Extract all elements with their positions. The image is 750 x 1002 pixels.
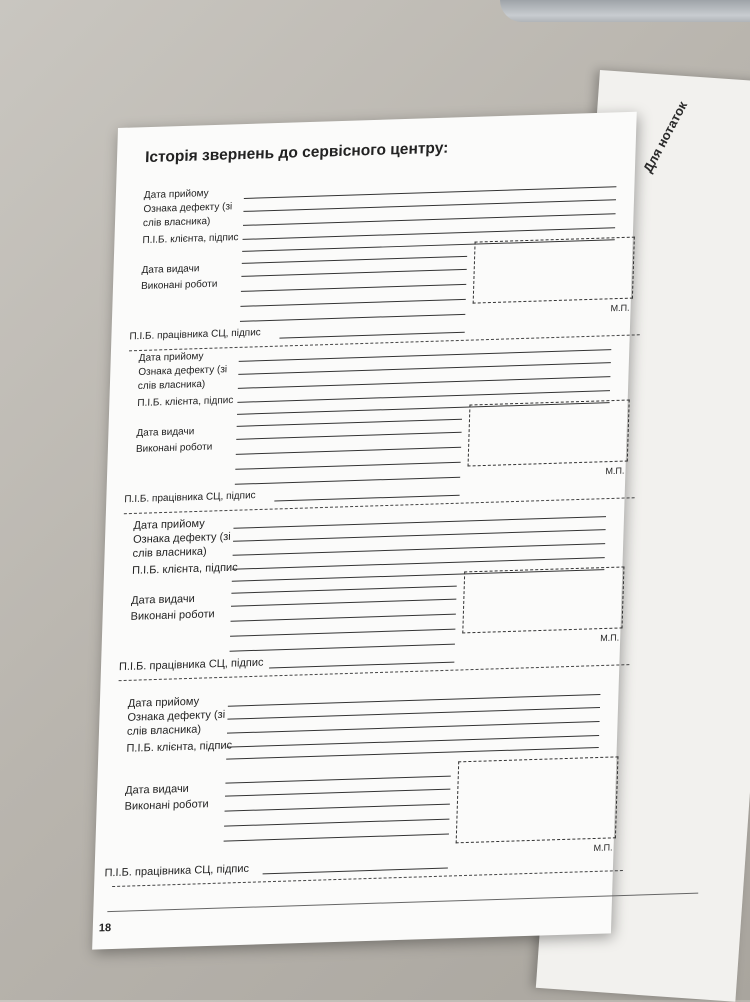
works-done-label: Виконані роботи [140, 278, 218, 293]
right-page-title: Для нотаток [640, 98, 691, 176]
employee-signature-label: П.І.Б. працівника СЦ, підпис [104, 862, 250, 880]
issue-date-label: Дата видачи [141, 263, 200, 277]
issue-line [230, 644, 455, 652]
stamp-box [462, 566, 624, 633]
receipt-date-label: Дата прийому [127, 695, 200, 710]
employee-signature-label: П.І.Б. працівника СЦ, підпис [118, 656, 264, 674]
issue-line [241, 269, 466, 277]
issue-line [225, 804, 450, 812]
defect-label: Ознака дефекту (зі [138, 364, 228, 378]
stamp-label: М.П. [610, 302, 630, 314]
receipt-line [243, 199, 616, 212]
issue-line [236, 432, 461, 440]
defect-label-cont: слів власника) [142, 215, 211, 230]
defect-label-cont: слів власника) [126, 723, 202, 738]
issue-date-label: Дата видачи [130, 592, 195, 607]
issue-line [235, 462, 460, 470]
receipt-line [238, 362, 611, 375]
issue-line [231, 614, 456, 622]
issue-line [236, 447, 461, 455]
receipt-line [228, 694, 601, 707]
employee-line [274, 495, 459, 502]
receipt-date-label: Дата прийому [143, 188, 209, 202]
defect-label: Ознака дефекту (зі [127, 708, 226, 724]
defect-label: Ознака дефекту (зі [143, 201, 233, 216]
client-signature-label: П.І.Б. клієнта, підпис [142, 232, 239, 247]
issue-line [224, 834, 449, 842]
issue-line [240, 314, 465, 322]
receipt-line [238, 376, 611, 389]
booklet-page [92, 112, 637, 950]
employee-line [279, 332, 464, 339]
receipt-line [244, 186, 617, 199]
receipt-line [233, 529, 606, 542]
works-done-label: Виконані роботи [124, 798, 209, 813]
laptop-edge [500, 0, 750, 22]
receipt-line [227, 735, 600, 748]
receipt-line [233, 516, 606, 529]
stamp-label: М.П. [600, 632, 620, 644]
issue-line [224, 819, 449, 827]
issue-line [231, 586, 456, 594]
receipt-line [227, 721, 600, 734]
receipt-date-label: Дата прийому [138, 350, 204, 365]
employee-signature-label: П.І.Б. працівника СЦ, підпис [124, 490, 256, 506]
stamp-label: М.П. [605, 465, 625, 477]
receipt-date-label: Дата прийому [133, 517, 205, 532]
works-done-label: Виконані роботи [130, 608, 215, 623]
client-signature-label: П.І.Б. клієнта, підпис [131, 561, 238, 577]
issue-line [237, 419, 462, 427]
issue-line [225, 776, 450, 784]
issue-line [231, 599, 456, 607]
stamp-box [456, 756, 619, 843]
defect-label-cont: слів власника) [132, 545, 207, 560]
issue-line [235, 477, 460, 485]
receipt-line [243, 213, 616, 226]
page-number: 18 [98, 922, 112, 935]
page-content [92, 112, 637, 950]
defect-label-cont: слів власника) [137, 378, 206, 392]
employee-line [263, 868, 448, 875]
stamp-box [473, 237, 635, 304]
receipt-line [233, 543, 606, 556]
client-signature-label: П.І.Б. клієнта, підпис [126, 739, 233, 755]
issue-line [240, 299, 465, 307]
works-done-label: Виконані роботи [135, 441, 213, 455]
client-signature-label: П.І.Б. клієнта, підпис [137, 394, 234, 409]
receipt-line [227, 707, 600, 720]
stamp-box [468, 400, 630, 467]
defect-label: Ознака дефекту (зі [132, 530, 231, 546]
employee-line [269, 662, 454, 669]
employee-signature-label: П.І.Б. працівника СЦ, підпис [129, 327, 261, 343]
stamp-label: М.П. [593, 842, 613, 853]
page-title: Історія звернень до сервісного центру: [144, 139, 449, 167]
issue-line [241, 284, 466, 292]
receipt-line [239, 349, 612, 362]
issue-date-label: Дата видачи [124, 782, 190, 797]
issue-line [242, 256, 467, 264]
issue-line [225, 789, 450, 797]
issue-date-label: Дата видачи [136, 426, 195, 439]
issue-line [230, 629, 455, 637]
